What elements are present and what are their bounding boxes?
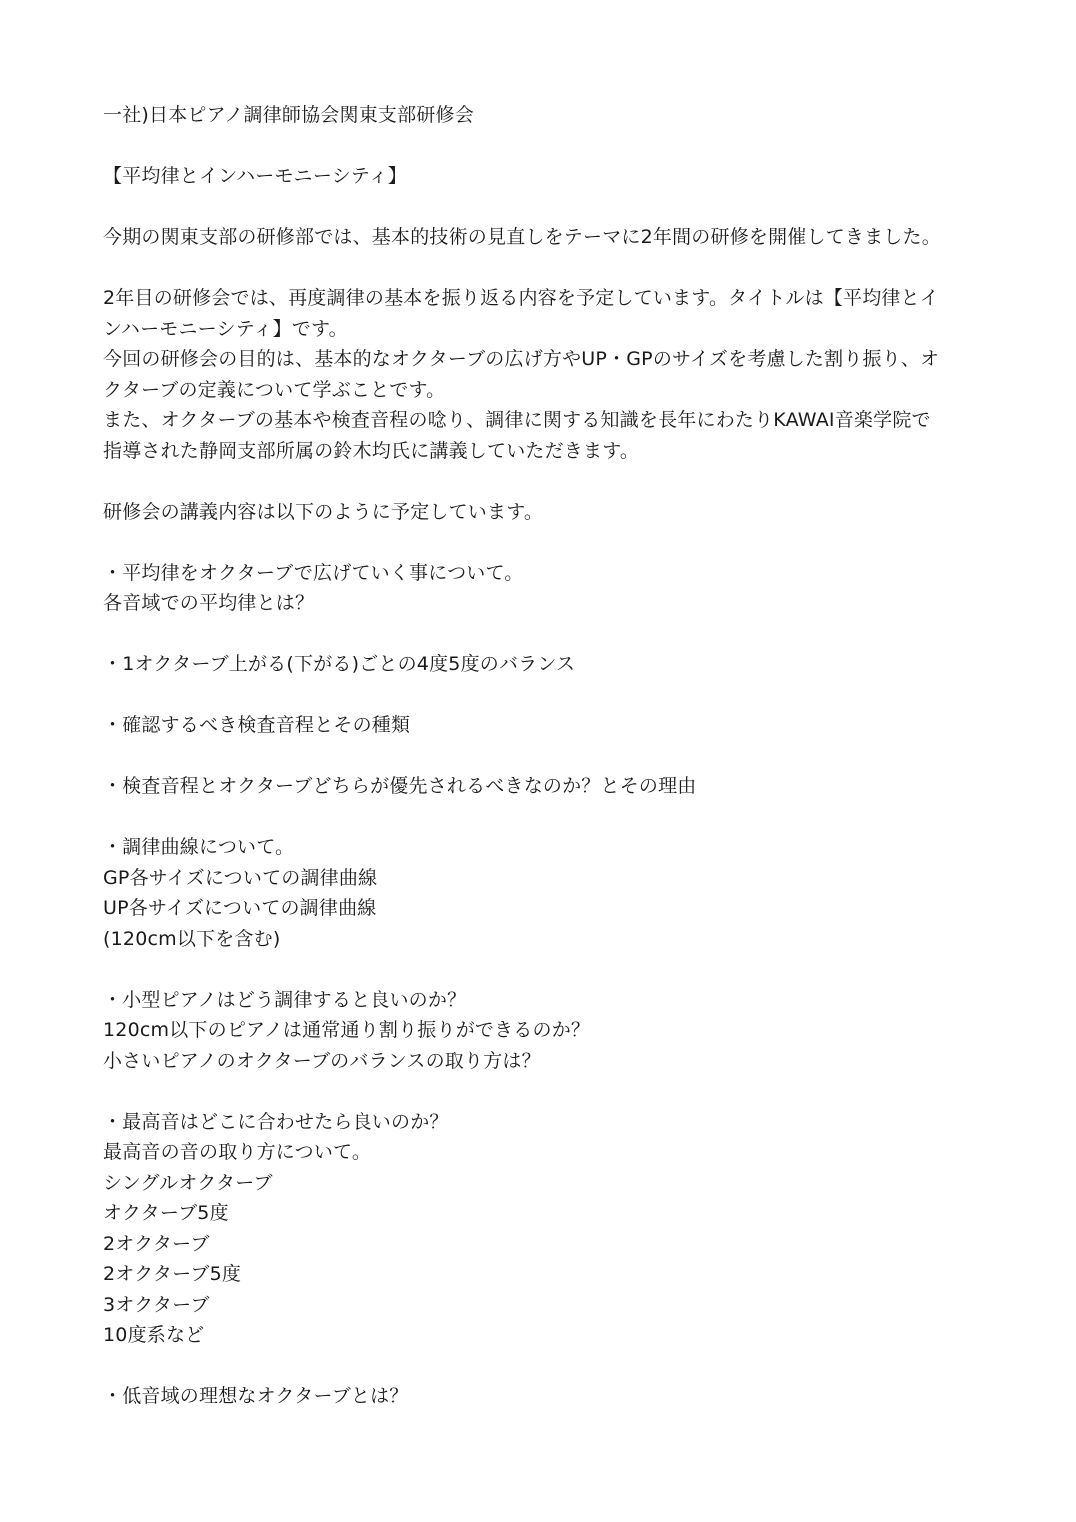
paragraph-line: 今回の研修会の目的は、基本的なオクターブの広げ方やUP・GPのサイズを考慮した割り振り、オ <box>103 348 940 370</box>
agenda-item-line: 2オクターブ5度 <box>103 1263 242 1285</box>
paragraph-line: ンハーモニーシティ】です。 <box>103 317 348 340</box>
agenda-item-line: GP各サイズについての調律曲線 <box>103 866 378 889</box>
agenda-item-heading: ・最高音はどこに合わせたら良いのか？ <box>103 1110 449 1133</box>
document-title: 【平均律とインハーモニーシティ】 <box>103 165 407 187</box>
agenda-item-line: (120cm以下を含む) <box>103 927 281 950</box>
paragraph-line: クターブの定義について学ぶことです。 <box>103 378 446 401</box>
paragraph-line: 2年目の研修会では、再度調律の基本を振り返る内容を予定しています。タイトルは【平均律とイ <box>103 287 939 309</box>
agenda-item-line: オクターブ5度 <box>103 1202 229 1224</box>
spacer <box>103 131 983 162</box>
agenda-item-heading: ・確認するべき検査音程とその種類 <box>103 714 411 736</box>
spacer <box>103 680 983 711</box>
agenda-item-line: 小さいピアノのオクターブのバランスの取り方は？ <box>103 1049 541 1072</box>
spacer <box>103 1076 983 1107</box>
spacer <box>103 466 983 497</box>
spacer <box>103 954 983 985</box>
spacer <box>103 253 983 284</box>
agenda-item-heading: ・1オクターブ上がる(下がる)ごとの4度5度のバランス <box>103 653 576 675</box>
spacer <box>103 619 983 650</box>
agenda-item-heading: ・小型ピアノはどう調律すると良いのか？ <box>103 988 467 1011</box>
agenda-item-heading: ・調律曲線について。 <box>103 836 295 858</box>
agenda-item-line: 各音域での平均律とは？ <box>103 592 315 614</box>
agenda-item-line: UP各サイズについての調律曲線 <box>103 897 377 919</box>
spacer <box>103 741 983 772</box>
agenda-item-heading: ・低音域の理想なオクターブとは？ <box>103 1385 409 1407</box>
paragraph-line: 指導された静岡支部所属の鈴木均氏に講義していただきます。 <box>103 439 640 462</box>
agenda-intro: 研修会の講義内容は以下のように予定しています。 <box>103 500 544 523</box>
paragraph-line: また、オクターブの基本や検査音程の唸り、調律に関する知識を長年にわたりKAWAI音楽学院で <box>103 409 931 431</box>
agenda-item-heading: ・平均律をオクターブで広げていく事について。 <box>103 561 524 584</box>
spacer <box>103 192 983 223</box>
agenda-item-line: 120cm以下のピアノは通常通り割り振りができるのか？ <box>103 1019 591 1041</box>
agenda-item-heading: ・検査音程とオクターブどちらが優先されるべきなのか？とその理由 <box>103 775 697 797</box>
agenda-item-line: 最高音の音の取り方について。 <box>103 1141 372 1163</box>
agenda-item-line: 3オクターブ <box>103 1293 210 1316</box>
intro-paragraph: 今期の関東支部の研修部では、基本的技術の見直しをテーマに2年間の研修を開催してきました。 <box>103 226 941 248</box>
organization-heading: 一社)日本ピアノ調律師協会関東支部研修会 <box>103 104 474 126</box>
spacer <box>103 802 983 833</box>
spacer <box>103 527 983 558</box>
document-page <box>103 100 983 1412</box>
spacer <box>103 1351 983 1382</box>
agenda-item-line: 2オクターブ <box>103 1232 210 1255</box>
agenda-item-line: シングルオクターブ <box>103 1171 273 1194</box>
agenda-item-line: 10度系など <box>103 1324 205 1346</box>
